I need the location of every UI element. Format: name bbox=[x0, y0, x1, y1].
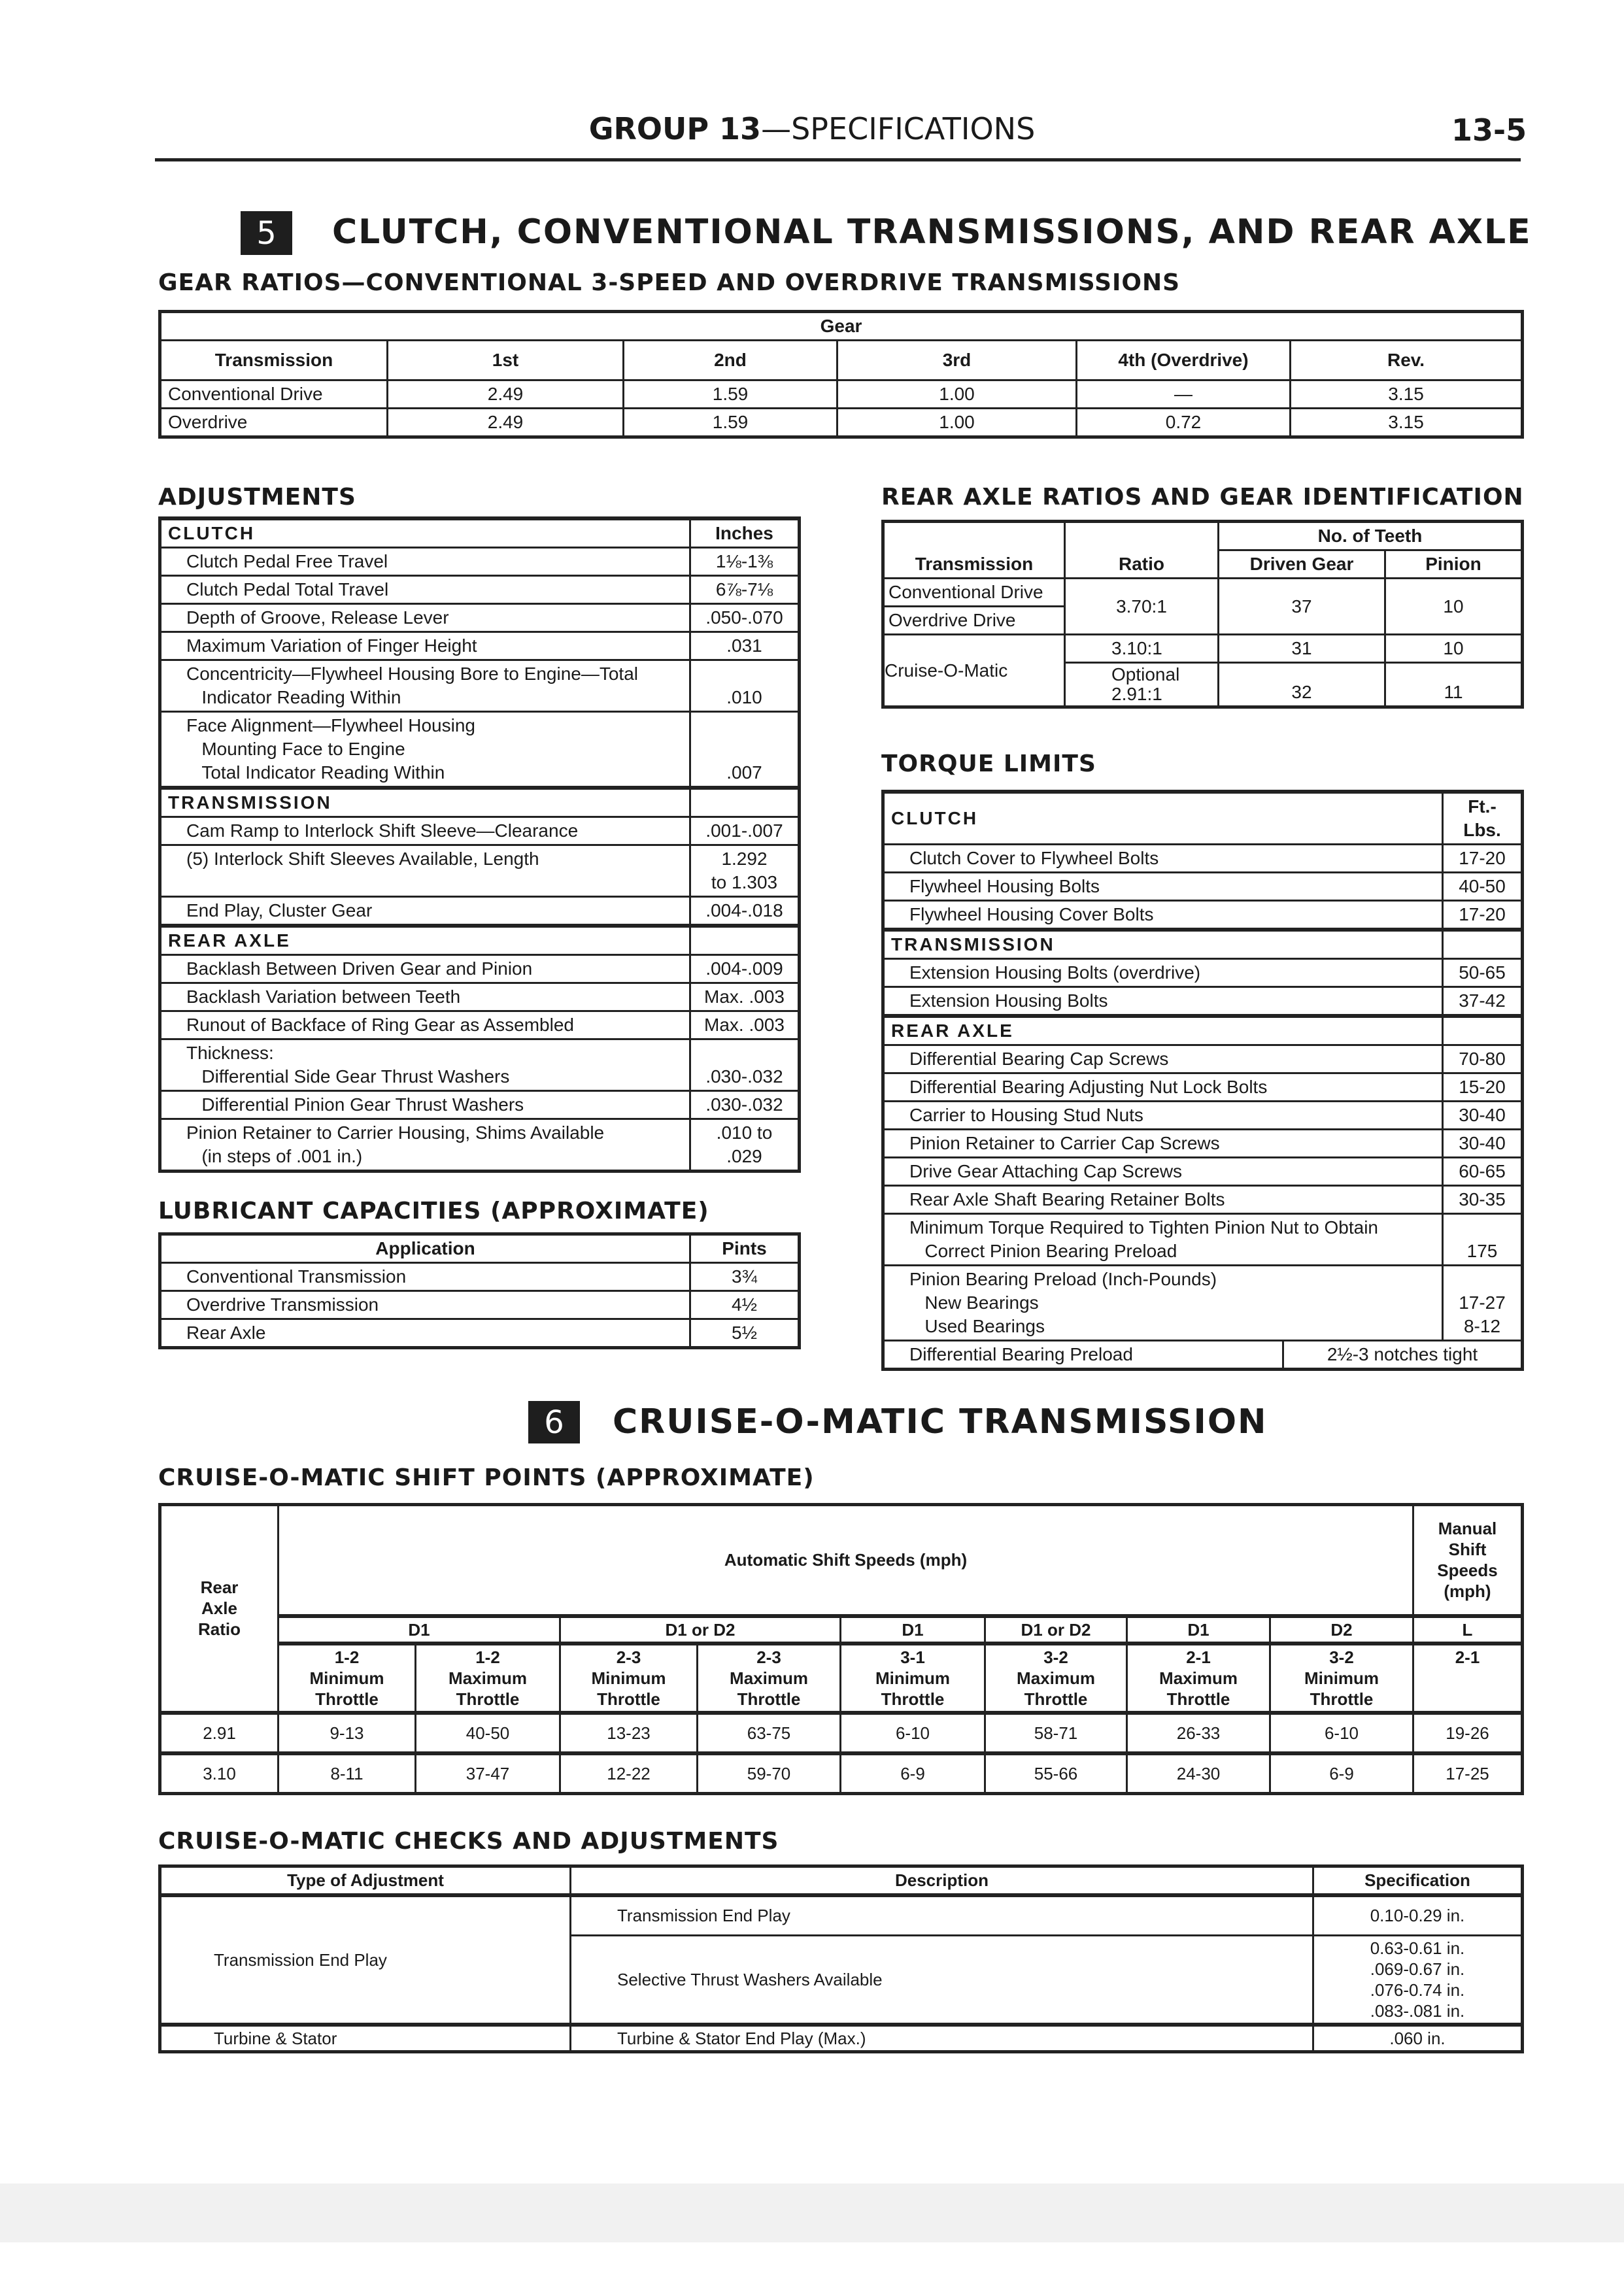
column-header: 3rd bbox=[837, 341, 1077, 380]
shift-header: 1-2 Maximum Throttle bbox=[416, 1644, 560, 1713]
group-header-row bbox=[160, 518, 800, 548]
spec-label: Runout of Backface of Ring Gear as Assembled bbox=[160, 1011, 690, 1039]
overdrive-drive-cell: Overdrive Drive bbox=[883, 607, 1065, 635]
shift-speed-cell: 6-10 bbox=[1270, 1713, 1413, 1753]
spec-label: Minimum Torque Required to Tighten Pinion Nut to Obtain Correct Pinion Bearing Preload bbox=[883, 1214, 1443, 1266]
page-bottom-margin bbox=[0, 2184, 1624, 2242]
table-row bbox=[883, 1045, 1523, 1073]
torque-limits-table bbox=[881, 790, 1524, 1371]
spec-value: 30-40 bbox=[1443, 1102, 1523, 1130]
group-header-row bbox=[883, 792, 1523, 845]
ratio-cell: 3.15 bbox=[1291, 409, 1523, 437]
shift-speed-cell: 59-70 bbox=[698, 1753, 841, 1794]
spec-value: 17-20 bbox=[1443, 845, 1523, 873]
ratio-cell: 3.70:1 bbox=[1065, 579, 1219, 635]
automatic-shift-speeds-header: Automatic Shift Speeds (mph) bbox=[279, 1505, 1413, 1616]
range-header: D1 or D2 bbox=[560, 1616, 841, 1644]
type-header: Type of Adjustment bbox=[160, 1866, 571, 1895]
ratio-cell: 1.00 bbox=[837, 409, 1077, 437]
group-label: GROUP 13 bbox=[588, 111, 762, 146]
range-header: D1 bbox=[1127, 1616, 1270, 1644]
shift-speed-cell: 55-66 bbox=[985, 1753, 1127, 1794]
checks-heading: CRUISE-O-MATIC CHECKS AND ADJUSTMENTS bbox=[158, 1828, 779, 1855]
group-header-row bbox=[883, 930, 1523, 959]
table-row bbox=[160, 1713, 1523, 1753]
cruise-o-matic-cell: Cruise-O-Matic bbox=[883, 635, 1065, 707]
group-title: TRANSMISSION bbox=[883, 930, 1443, 959]
table-row bbox=[160, 1319, 800, 1348]
spec-value: .031 bbox=[690, 632, 800, 660]
page-header bbox=[0, 111, 1624, 146]
spec-label: Face Alignment—Flywheel Housing Mounting Face to Engine Total Indicator Reading Within bbox=[160, 712, 690, 788]
unit-header: Ft.-Lbs. bbox=[1443, 792, 1523, 845]
spec-label: Flywheel Housing Bolts bbox=[883, 873, 1443, 901]
table-row bbox=[883, 959, 1523, 987]
optional-ratio-cell: Optional 2.91:1 bbox=[1065, 663, 1219, 707]
column-header: Rev. bbox=[1291, 341, 1523, 380]
unit-header bbox=[1443, 1016, 1523, 1045]
shift-speed-cell: 9-13 bbox=[279, 1713, 416, 1753]
differential-bearing-preload-row bbox=[883, 1341, 1523, 1370]
manual-shift-speeds-header: Manual Shift Speeds (mph) bbox=[1413, 1505, 1523, 1616]
conventional-drive-cell: Conventional Drive bbox=[883, 579, 1065, 607]
table-row bbox=[160, 1753, 1523, 1794]
table-row bbox=[160, 632, 800, 660]
shift-speed-cell: 24-30 bbox=[1127, 1753, 1270, 1794]
spec-value: 30-40 bbox=[1443, 1130, 1523, 1158]
spec-label: Extension Housing Bolts (overdrive) bbox=[883, 959, 1443, 987]
table-row bbox=[160, 380, 1523, 409]
spec-value: 175 bbox=[1443, 1214, 1523, 1266]
shift-speed-cell: 6-9 bbox=[1270, 1753, 1413, 1794]
shift-header: 2-1 Maximum Throttle bbox=[1127, 1644, 1270, 1713]
pints-cell: 5½ bbox=[690, 1319, 800, 1348]
shift-speed-cell: 6-10 bbox=[841, 1713, 985, 1753]
spec-label: End Play, Cluster Gear bbox=[160, 897, 690, 926]
adjustments-heading: ADJUSTMENTS bbox=[158, 484, 356, 511]
type-cell: Turbine & Stator bbox=[160, 2025, 571, 2052]
range-header: D1 bbox=[279, 1616, 560, 1644]
table-row bbox=[883, 1130, 1523, 1158]
driven-gear-cell: 31 bbox=[1219, 635, 1385, 663]
table-row bbox=[160, 1263, 800, 1291]
shift-header: 1-2 Minimum Throttle bbox=[279, 1644, 416, 1713]
shift-header: 2-1 bbox=[1413, 1644, 1523, 1713]
spec-value: .050-.070 bbox=[690, 604, 800, 632]
shift-header: 2-3 Maximum Throttle bbox=[698, 1644, 841, 1713]
range-header: D1 bbox=[841, 1616, 985, 1644]
group-header-row bbox=[160, 926, 800, 955]
rear-axle-ratios-heading: REAR AXLE RATIOS AND GEAR IDENTIFICATION bbox=[881, 484, 1524, 511]
ratio-cell: 2.49 bbox=[388, 380, 624, 409]
range-header: D1 or D2 bbox=[985, 1616, 1127, 1644]
section-number-badge: 6 bbox=[528, 1401, 580, 1443]
unit-header bbox=[690, 788, 800, 817]
shift-points-heading: CRUISE-O-MATIC SHIFT POINTS (APPROXIMATE) bbox=[158, 1464, 815, 1491]
spec-label: Differential Bearing Adjusting Nut Lock Bolts bbox=[883, 1073, 1443, 1102]
group-header-row bbox=[160, 788, 800, 817]
rear-axle-ratio-header: Rear Axle Ratio bbox=[160, 1505, 279, 1713]
shift-speed-cell: 12-22 bbox=[560, 1753, 698, 1794]
application-cell: Conventional Transmission bbox=[160, 1263, 690, 1291]
transmission-cell: Conventional Drive bbox=[160, 380, 388, 409]
gear-ratios-table bbox=[158, 310, 1524, 439]
shift-speed-cell: 26-33 bbox=[1127, 1713, 1270, 1753]
lubricant-table bbox=[158, 1232, 801, 1349]
application-header: Application bbox=[160, 1234, 690, 1263]
table-row bbox=[883, 1102, 1523, 1130]
shift-speed-cell: 13-23 bbox=[560, 1713, 698, 1753]
spec-label: Backlash Variation between Teeth bbox=[160, 983, 690, 1011]
spec-value: 2½-3 notches tight bbox=[1327, 1344, 1478, 1364]
table-row bbox=[160, 604, 800, 632]
shift-points-table bbox=[158, 1503, 1524, 1795]
table-row bbox=[160, 1039, 800, 1091]
group-title: REAR AXLE bbox=[883, 1016, 1443, 1045]
spec-label: Differential Pinion Gear Thrust Washers bbox=[160, 1091, 690, 1119]
shift-speed-cell: 58-71 bbox=[985, 1713, 1127, 1753]
specification-cell: 0.10-0.29 in. bbox=[1313, 1895, 1523, 1936]
spec-label: Depth of Groove, Release Lever bbox=[160, 604, 690, 632]
driven-gear-header: Driven Gear bbox=[1219, 550, 1385, 579]
range-header: L bbox=[1413, 1616, 1523, 1644]
table-row bbox=[160, 897, 800, 926]
table-row bbox=[160, 548, 800, 576]
description-cell: Transmission End Play bbox=[571, 1895, 1313, 1936]
spec-label: Rear Axle Shaft Bearing Retainer Bolts bbox=[883, 1186, 1443, 1214]
spec-value: 17-20 bbox=[1443, 901, 1523, 930]
spec-label: Clutch Cover to Flywheel Bolts bbox=[883, 845, 1443, 873]
shift-speed-cell: 37-47 bbox=[416, 1753, 560, 1794]
shift-header: 2-3 Minimum Throttle bbox=[560, 1644, 698, 1713]
description-header: Description bbox=[571, 1866, 1313, 1895]
transmission-cell: Overdrive bbox=[160, 409, 388, 437]
ratio-cell: 1.59 bbox=[624, 380, 837, 409]
spec-label: Carrier to Housing Stud Nuts bbox=[883, 1102, 1443, 1130]
spec-value: 15-20 bbox=[1443, 1073, 1523, 1102]
table-row bbox=[160, 1011, 800, 1039]
shift-speed-cell: 19-26 bbox=[1413, 1713, 1523, 1753]
unit-header bbox=[1443, 930, 1523, 959]
table-row bbox=[160, 845, 800, 897]
table-row bbox=[160, 817, 800, 845]
group-title: CLUTCH bbox=[883, 792, 1443, 845]
spec-label: Backlash Between Driven Gear and Pinion bbox=[160, 955, 690, 983]
spec-label: (5) Interlock Shift Sleeves Available, Length bbox=[160, 845, 690, 897]
group-header-row bbox=[883, 1016, 1523, 1045]
ratio-cell: — bbox=[1077, 380, 1291, 409]
pinion-cell: 10 bbox=[1385, 635, 1523, 663]
table-row bbox=[883, 1341, 1523, 1370]
ratio-cell: 3.10:1 bbox=[1065, 635, 1219, 663]
table-row bbox=[883, 873, 1523, 901]
spec-value: 30-35 bbox=[1443, 1186, 1523, 1214]
pinion-cell: 11 bbox=[1385, 663, 1523, 707]
table-row bbox=[160, 1091, 800, 1119]
spec-label: Differential Bearing Preload bbox=[885, 1341, 1284, 1368]
table-row bbox=[883, 1186, 1523, 1214]
type-cell: Transmission End Play bbox=[160, 1895, 571, 2025]
spec-value: .004-.009 bbox=[690, 955, 800, 983]
spec-value: 17-27 8-12 bbox=[1443, 1266, 1523, 1341]
application-cell: Rear Axle bbox=[160, 1319, 690, 1348]
ratio-cell: 2.49 bbox=[388, 409, 624, 437]
adjustments-table bbox=[158, 516, 801, 1173]
lubricant-heading: LUBRICANT CAPACITIES (APPROXIMATE) bbox=[158, 1198, 709, 1224]
driven-gear-cell: 32 bbox=[1219, 663, 1385, 707]
spec-label: Maximum Variation of Finger Height bbox=[160, 632, 690, 660]
spec-value: .004-.018 bbox=[690, 897, 800, 926]
column-header: Transmission bbox=[160, 341, 388, 380]
ratio-cell: 3.15 bbox=[1291, 380, 1523, 409]
teeth-header: No. of Teeth bbox=[1219, 522, 1523, 550]
gear-header: Gear bbox=[160, 312, 1523, 341]
spec-label: Pinion Bearing Preload (Inch-Pounds) New Bearings Used Bearings bbox=[883, 1266, 1443, 1341]
table-row bbox=[883, 987, 1523, 1017]
table-row bbox=[883, 1158, 1523, 1186]
description-cell: Selective Thrust Washers Available bbox=[571, 1936, 1313, 2025]
spec-value: .001-.007 bbox=[690, 817, 800, 845]
pints-header: Pints bbox=[690, 1234, 800, 1263]
table-row bbox=[883, 845, 1523, 873]
description-cell: Turbine & Stator End Play (Max.) bbox=[571, 2025, 1313, 2052]
spec-label: Cam Ramp to Interlock Shift Sleeve—Clearance bbox=[160, 817, 690, 845]
spec-value: Max. .003 bbox=[690, 1011, 800, 1039]
rear-axle-ratio-cell: 3.10 bbox=[160, 1753, 279, 1794]
spec-value: .030-.032 bbox=[690, 1091, 800, 1119]
table-row bbox=[160, 660, 800, 712]
shift-speed-cell: 17-25 bbox=[1413, 1753, 1523, 1794]
unit-header: Inches bbox=[690, 518, 800, 548]
torque-limits-heading: TORQUE LIMITS bbox=[881, 751, 1096, 777]
spec-value: 60-65 bbox=[1443, 1158, 1523, 1186]
pints-cell: 4½ bbox=[690, 1291, 800, 1319]
shift-speed-cell: 40-50 bbox=[416, 1713, 560, 1753]
spec-label: Extension Housing Bolts bbox=[883, 987, 1443, 1017]
spec-value: 50-65 bbox=[1443, 959, 1523, 987]
transmission-header: Transmission bbox=[883, 522, 1065, 579]
spec-label: Thickness: Differential Side Gear Thrust Washers bbox=[160, 1039, 690, 1091]
section-title: CRUISE-O-MATIC TRANSMISSION bbox=[613, 1402, 1268, 1442]
row-split bbox=[885, 1341, 1521, 1368]
column-header: 2nd bbox=[624, 341, 837, 380]
spec-label: Drive Gear Attaching Cap Screws bbox=[883, 1158, 1443, 1186]
table-row bbox=[160, 1119, 800, 1172]
spec-value: .007 bbox=[690, 712, 800, 788]
header-title: —SPECIFICATIONS bbox=[761, 111, 1036, 146]
pinion-cell: 10 bbox=[1385, 579, 1523, 635]
table-row bbox=[160, 409, 1523, 437]
checks-table bbox=[158, 1864, 1524, 2053]
header-divider bbox=[155, 158, 1521, 161]
spec-label: Concentricity—Flywheel Housing Bore to Engine—Total Indicator Reading Within bbox=[160, 660, 690, 712]
pinion-header: Pinion bbox=[1385, 550, 1523, 579]
spec-label: Flywheel Housing Cover Bolts bbox=[883, 901, 1443, 930]
spec-label: Pinion Retainer to Carrier Cap Screws bbox=[883, 1130, 1443, 1158]
application-cell: Overdrive Transmission bbox=[160, 1291, 690, 1319]
spec-value: 1.292 to 1.303 bbox=[690, 845, 800, 897]
group-title: CLUTCH bbox=[160, 518, 690, 548]
section-title: CLUTCH, CONVENTIONAL TRANSMISSIONS, AND REAR AXLE bbox=[332, 212, 1532, 252]
spec-label: Clutch Pedal Free Travel bbox=[160, 548, 690, 576]
group-title: REAR AXLE bbox=[160, 926, 690, 955]
shift-header: 3-2 Maximum Throttle bbox=[985, 1644, 1127, 1713]
spec-label: Pinion Retainer to Carrier Housing, Shims Available (in steps of .001 in.) bbox=[160, 1119, 690, 1172]
spec-value: .010 bbox=[690, 660, 800, 712]
table-row bbox=[160, 712, 800, 788]
table-row bbox=[160, 983, 800, 1011]
table-row bbox=[160, 955, 800, 983]
column-header: 4th (Overdrive) bbox=[1077, 341, 1291, 380]
spec-value: Max. .003 bbox=[690, 983, 800, 1011]
group-title: TRANSMISSION bbox=[160, 788, 690, 817]
specification-cell: .060 in. bbox=[1313, 2025, 1523, 2052]
specification-header: Specification bbox=[1313, 1866, 1523, 1895]
spec-value: 6⅞-7⅛ bbox=[690, 576, 800, 604]
rear-axle-ratio-cell: 2.91 bbox=[160, 1713, 279, 1753]
table-row bbox=[883, 1073, 1523, 1102]
shift-speed-cell: 8-11 bbox=[279, 1753, 416, 1794]
table-row bbox=[160, 1291, 800, 1319]
table-row bbox=[883, 1214, 1523, 1266]
specification-cell: 0.63-0.61 in. .069-0.67 in. .076-0.74 in. .083-.081 in. bbox=[1313, 1936, 1523, 2025]
driven-gear-cell: 37 bbox=[1219, 579, 1385, 635]
shift-header: 3-2 Minimum Throttle bbox=[1270, 1644, 1413, 1713]
ratio-cell: 1.59 bbox=[624, 409, 837, 437]
section-number-badge: 5 bbox=[241, 211, 292, 255]
ratio-cell: 0.72 bbox=[1077, 409, 1291, 437]
page-number: 13-5 bbox=[1451, 112, 1527, 148]
column-header: 1st bbox=[388, 341, 624, 380]
shift-speed-cell: 6-9 bbox=[841, 1753, 985, 1794]
spec-value: 70-80 bbox=[1443, 1045, 1523, 1073]
spec-value: 37-42 bbox=[1443, 987, 1523, 1017]
rear-axle-ratios-table bbox=[881, 520, 1524, 709]
spec-value: 1⅛-1⅜ bbox=[690, 548, 800, 576]
spec-value: .010 to .029 bbox=[690, 1119, 800, 1172]
spec-value: .030-.032 bbox=[690, 1039, 800, 1091]
range-header: D2 bbox=[1270, 1616, 1413, 1644]
table-row bbox=[883, 1266, 1523, 1341]
ratio-header: Ratio bbox=[1065, 522, 1219, 579]
shift-header: 3-1 Minimum Throttle bbox=[841, 1644, 985, 1713]
spec-value: 40-50 bbox=[1443, 873, 1523, 901]
unit-header bbox=[690, 926, 800, 955]
spec-label: Clutch Pedal Total Travel bbox=[160, 576, 690, 604]
pints-cell: 3¾ bbox=[690, 1263, 800, 1291]
table-row bbox=[883, 901, 1523, 930]
shift-speed-cell: 63-75 bbox=[698, 1713, 841, 1753]
ratio-cell: 1.00 bbox=[837, 380, 1077, 409]
table-row bbox=[160, 576, 800, 604]
gear-ratios-heading: GEAR RATIOS—CONVENTIONAL 3-SPEED AND OVERDRIVE TRANSMISSIONS bbox=[158, 269, 1181, 296]
spec-label: Differential Bearing Cap Screws bbox=[883, 1045, 1443, 1073]
